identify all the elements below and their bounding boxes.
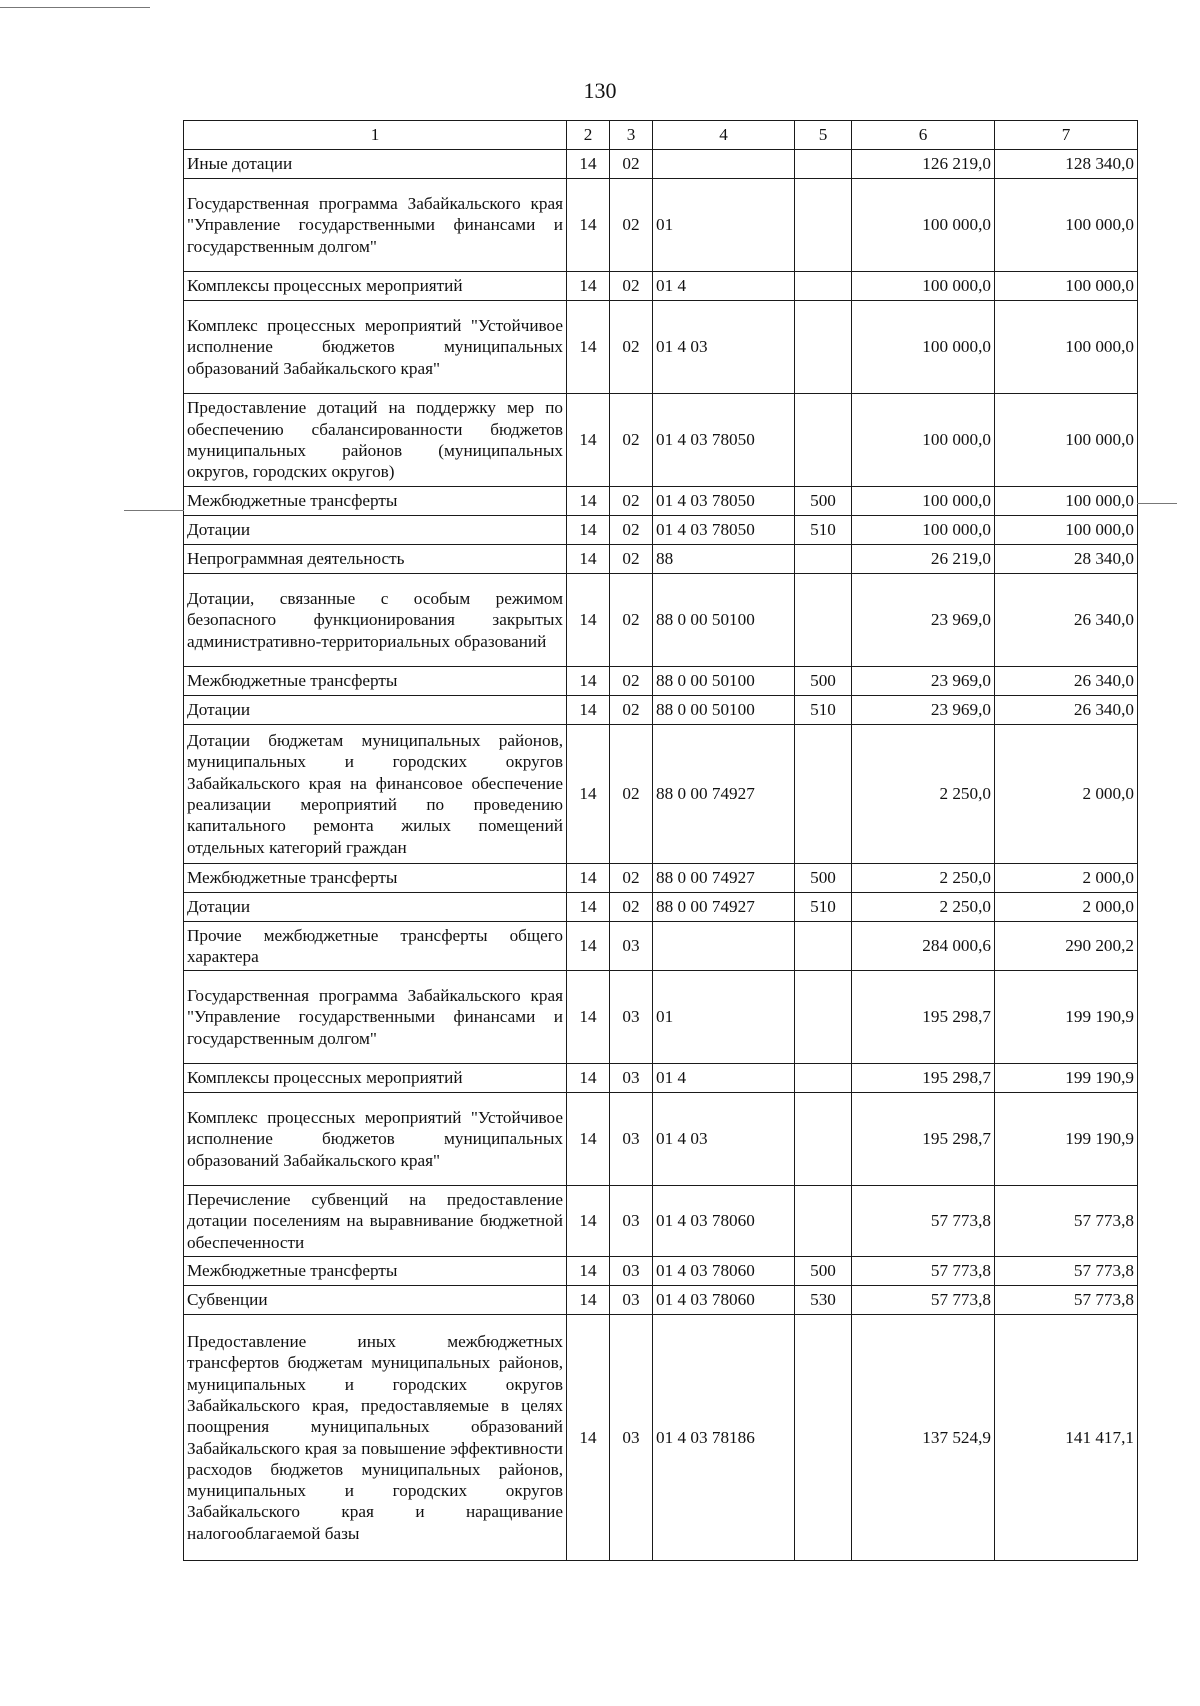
cell-amount-2: 2 000,0 — [995, 725, 1138, 864]
cell-name: Комплекс процессных мероприятий "Устойчивое исполнение бюджетов муниципальных образований Забайкальского края" — [184, 301, 567, 394]
table-row — [184, 1315, 1138, 1561]
cell-amount-1: 26 219,0 — [852, 545, 995, 574]
cell-amount-2: 28 340,0 — [995, 545, 1138, 574]
cell-target-article: 01 4 — [653, 1064, 795, 1093]
cell-subsection: 03 — [610, 1093, 653, 1186]
header-cell-4: 4 — [653, 121, 795, 150]
cell-target-article: 88 0 00 50100 — [653, 696, 795, 725]
cell-target-article — [653, 922, 795, 971]
cell-section: 14 — [567, 1286, 610, 1315]
cell-expense-type: 510 — [795, 893, 852, 922]
cell-target-article: 01 4 03 78050 — [653, 516, 795, 545]
cell-amount-1: 100 000,0 — [852, 272, 995, 301]
cell-amount-1: 23 969,0 — [852, 667, 995, 696]
cell-subsection: 02 — [610, 574, 653, 667]
cell-name: Дотации бюджетам муниципальных районов, муниципальных и городских округов Забайкальского края на финансовое обеспечение реализации мероприятий по проведению капитального ремонта жилых помещений отдельных категорий граждан — [184, 725, 567, 864]
cell-amount-2: 26 340,0 — [995, 696, 1138, 725]
cell-amount-2: 57 773,8 — [995, 1286, 1138, 1315]
header-cell-6: 6 — [852, 121, 995, 150]
cell-section: 14 — [567, 487, 610, 516]
cell-subsection: 03 — [610, 1315, 653, 1561]
cell-target-article: 01 4 03 78186 — [653, 1315, 795, 1561]
cell-subsection: 02 — [610, 893, 653, 922]
budget-table — [183, 120, 1138, 1561]
cell-amount-1: 2 250,0 — [852, 725, 995, 864]
cell-section: 14 — [567, 574, 610, 667]
cell-section: 14 — [567, 971, 610, 1064]
cell-amount-1: 195 298,7 — [852, 1093, 995, 1186]
cell-subsection: 02 — [610, 150, 653, 179]
cell-target-article: 88 0 00 50100 — [653, 667, 795, 696]
cell-amount-1: 100 000,0 — [852, 516, 995, 545]
cell-subsection: 02 — [610, 667, 653, 696]
cell-amount-1: 284 000,6 — [852, 922, 995, 971]
cell-name: Государственная программа Забайкальского края "Управление государственными финансами и государственным долгом" — [184, 971, 567, 1064]
cell-expense-type — [795, 574, 852, 667]
cell-subsection: 03 — [610, 1064, 653, 1093]
cell-expense-type — [795, 971, 852, 1064]
table-row — [184, 272, 1138, 301]
cell-expense-type — [795, 922, 852, 971]
cell-amount-1: 126 219,0 — [852, 150, 995, 179]
cell-expense-type: 530 — [795, 1286, 852, 1315]
cell-target-article: 01 — [653, 971, 795, 1064]
cell-section: 14 — [567, 301, 610, 394]
cell-subsection: 02 — [610, 487, 653, 516]
cell-subsection: 03 — [610, 1257, 653, 1286]
cell-target-article — [653, 150, 795, 179]
cell-subsection: 02 — [610, 725, 653, 864]
cell-target-article: 01 4 03 — [653, 1093, 795, 1186]
cell-expense-type — [795, 725, 852, 864]
cell-name: Межбюджетные трансферты — [184, 864, 567, 893]
cell-name: Комплексы процессных мероприятий — [184, 272, 567, 301]
cell-section: 14 — [567, 1257, 610, 1286]
table-row — [184, 150, 1138, 179]
cell-section: 14 — [567, 150, 610, 179]
cell-section: 14 — [567, 864, 610, 893]
table-row — [184, 864, 1138, 893]
scan-line-right — [1137, 503, 1177, 504]
table-row — [184, 301, 1138, 394]
cell-name: Межбюджетные трансферты — [184, 667, 567, 696]
cell-expense-type — [795, 1093, 852, 1186]
cell-amount-2: 100 000,0 — [995, 272, 1138, 301]
table-row — [184, 1186, 1138, 1257]
cell-expense-type — [795, 545, 852, 574]
cell-section: 14 — [567, 893, 610, 922]
table-row — [184, 971, 1138, 1064]
cell-amount-1: 23 969,0 — [852, 696, 995, 725]
table-row — [184, 574, 1138, 667]
header-cell-3: 3 — [610, 121, 653, 150]
table-row — [184, 696, 1138, 725]
cell-amount-1: 2 250,0 — [852, 864, 995, 893]
cell-section: 14 — [567, 922, 610, 971]
table-row — [184, 516, 1138, 545]
cell-expense-type: 500 — [795, 487, 852, 516]
cell-amount-2: 290 200,2 — [995, 922, 1138, 971]
cell-target-article: 01 4 03 78050 — [653, 487, 795, 516]
cell-subsection: 03 — [610, 922, 653, 971]
cell-expense-type — [795, 301, 852, 394]
cell-expense-type — [795, 1064, 852, 1093]
table-row — [184, 179, 1138, 272]
header-cell-2: 2 — [567, 121, 610, 150]
table-row — [184, 1064, 1138, 1093]
cell-expense-type: 510 — [795, 696, 852, 725]
page-number: 130 — [583, 78, 617, 103]
cell-amount-1: 2 250,0 — [852, 893, 995, 922]
cell-target-article: 01 4 03 — [653, 301, 795, 394]
cell-target-article: 88 0 00 74927 — [653, 725, 795, 864]
cell-target-article: 88 0 00 50100 — [653, 574, 795, 667]
table-row — [184, 1257, 1138, 1286]
cell-amount-2: 2 000,0 — [995, 864, 1138, 893]
cell-amount-1: 100 000,0 — [852, 301, 995, 394]
cell-section: 14 — [567, 725, 610, 864]
cell-section: 14 — [567, 1093, 610, 1186]
cell-name: Субвенции — [184, 1286, 567, 1315]
cell-amount-1: 195 298,7 — [852, 971, 995, 1064]
cell-name: Дотации, связанные с особым режимом безопасного функционирования закрытых административно-территориальных образований — [184, 574, 567, 667]
cell-section: 14 — [567, 1064, 610, 1093]
table-row — [184, 394, 1138, 487]
cell-amount-2: 100 000,0 — [995, 394, 1138, 487]
cell-name: Межбюджетные трансферты — [184, 1257, 567, 1286]
cell-name: Комплекс процессных мероприятий "Устойчивое исполнение бюджетов муниципальных образований Забайкальского края" — [184, 1093, 567, 1186]
cell-section: 14 — [567, 394, 610, 487]
table-row — [184, 1286, 1138, 1315]
cell-expense-type: 500 — [795, 864, 852, 893]
cell-section: 14 — [567, 516, 610, 545]
cell-name: Предоставление дотаций на поддержку мер по обеспечению сбалансированности бюджетов муниципальных районов (муниципальных округов, городских округов) — [184, 394, 567, 487]
cell-amount-2: 26 340,0 — [995, 667, 1138, 696]
cell-amount-1: 195 298,7 — [852, 1064, 995, 1093]
cell-target-article: 88 0 00 74927 — [653, 893, 795, 922]
cell-amount-2: 57 773,8 — [995, 1257, 1138, 1286]
cell-name: Комплексы процессных мероприятий — [184, 1064, 567, 1093]
cell-target-article: 88 — [653, 545, 795, 574]
cell-name: Дотации — [184, 516, 567, 545]
cell-expense-type — [795, 150, 852, 179]
cell-amount-2: 141 417,1 — [995, 1315, 1138, 1561]
cell-expense-type — [795, 272, 852, 301]
cell-expense-type — [795, 1315, 852, 1561]
cell-subsection: 02 — [610, 394, 653, 487]
table-row — [184, 725, 1138, 864]
cell-subsection: 02 — [610, 301, 653, 394]
cell-expense-type — [795, 394, 852, 487]
cell-name: Государственная программа Забайкальского края "Управление государственными финансами и государственным долгом" — [184, 179, 567, 272]
cell-target-article: 01 4 03 78060 — [653, 1257, 795, 1286]
cell-subsection: 02 — [610, 545, 653, 574]
scan-line-left — [124, 510, 184, 511]
table-row — [184, 922, 1138, 971]
cell-section: 14 — [567, 1186, 610, 1257]
cell-amount-2: 100 000,0 — [995, 179, 1138, 272]
cell-target-article: 01 4 03 78050 — [653, 394, 795, 487]
cell-section: 14 — [567, 696, 610, 725]
cell-section: 14 — [567, 179, 610, 272]
cell-amount-1: 23 969,0 — [852, 574, 995, 667]
cell-expense-type: 510 — [795, 516, 852, 545]
cell-amount-1: 57 773,8 — [852, 1257, 995, 1286]
cell-subsection: 02 — [610, 272, 653, 301]
table-row — [184, 487, 1138, 516]
table-row — [184, 545, 1138, 574]
cell-expense-type: 500 — [795, 667, 852, 696]
cell-amount-2: 57 773,8 — [995, 1186, 1138, 1257]
cell-target-article: 88 0 00 74927 — [653, 864, 795, 893]
cell-amount-2: 128 340,0 — [995, 150, 1138, 179]
cell-expense-type — [795, 179, 852, 272]
header-cell-5: 5 — [795, 121, 852, 150]
cell-section: 14 — [567, 1315, 610, 1561]
cell-target-article: 01 4 — [653, 272, 795, 301]
table-body — [184, 150, 1138, 1561]
cell-subsection: 03 — [610, 1286, 653, 1315]
table-row — [184, 1093, 1138, 1186]
cell-section: 14 — [567, 667, 610, 696]
cell-section: 14 — [567, 272, 610, 301]
cell-amount-2: 100 000,0 — [995, 301, 1138, 394]
cell-expense-type — [795, 1186, 852, 1257]
cell-name: Непрограммная деятельность — [184, 545, 567, 574]
cell-amount-1: 57 773,8 — [852, 1186, 995, 1257]
cell-target-article: 01 4 03 78060 — [653, 1286, 795, 1315]
header-row — [184, 121, 1138, 150]
cell-amount-2: 2 000,0 — [995, 893, 1138, 922]
cell-name: Дотации — [184, 893, 567, 922]
cell-amount-1: 137 524,9 — [852, 1315, 995, 1561]
cell-amount-1: 100 000,0 — [852, 487, 995, 516]
cell-expense-type: 500 — [795, 1257, 852, 1286]
cell-subsection: 03 — [610, 1186, 653, 1257]
header-cell-1: 1 — [184, 121, 567, 150]
cell-subsection: 02 — [610, 516, 653, 545]
cell-subsection: 02 — [610, 179, 653, 272]
cell-name: Прочие межбюджетные трансферты общего характера — [184, 922, 567, 971]
cell-name: Предоставление иных межбюджетных трансфертов бюджетам муниципальных районов, муниципальных и городских округов Забайкальского края, предоставляемые в целях поощрения муниципальных образований Забайкальского края за повышение эффективности расходов бюджетов муниципальных районов, муниципальных и городских округов Забайкальского края и наращивание налогооблагаемой базы — [184, 1315, 567, 1561]
cell-target-article: 01 — [653, 179, 795, 272]
cell-name: Перечисление субвенций на предоставление дотации поселениям на выравнивание бюджетной обеспеченности — [184, 1186, 567, 1257]
cell-name: Иные дотации — [184, 150, 567, 179]
cell-section: 14 — [567, 545, 610, 574]
cell-amount-2: 199 190,9 — [995, 1093, 1138, 1186]
cell-name: Дотации — [184, 696, 567, 725]
cell-target-article: 01 4 03 78060 — [653, 1186, 795, 1257]
cell-name: Межбюджетные трансферты — [184, 487, 567, 516]
cell-amount-2: 100 000,0 — [995, 487, 1138, 516]
cell-amount-2: 199 190,9 — [995, 971, 1138, 1064]
cell-amount-2: 199 190,9 — [995, 1064, 1138, 1093]
header-cell-7: 7 — [995, 121, 1138, 150]
table-row — [184, 893, 1138, 922]
cell-amount-2: 100 000,0 — [995, 516, 1138, 545]
cell-amount-1: 100 000,0 — [852, 179, 995, 272]
scan-line-top — [0, 7, 150, 8]
cell-subsection: 02 — [610, 696, 653, 725]
cell-subsection: 02 — [610, 864, 653, 893]
table-row — [184, 667, 1138, 696]
cell-amount-1: 100 000,0 — [852, 394, 995, 487]
cell-amount-1: 57 773,8 — [852, 1286, 995, 1315]
cell-subsection: 03 — [610, 971, 653, 1064]
cell-amount-2: 26 340,0 — [995, 574, 1138, 667]
